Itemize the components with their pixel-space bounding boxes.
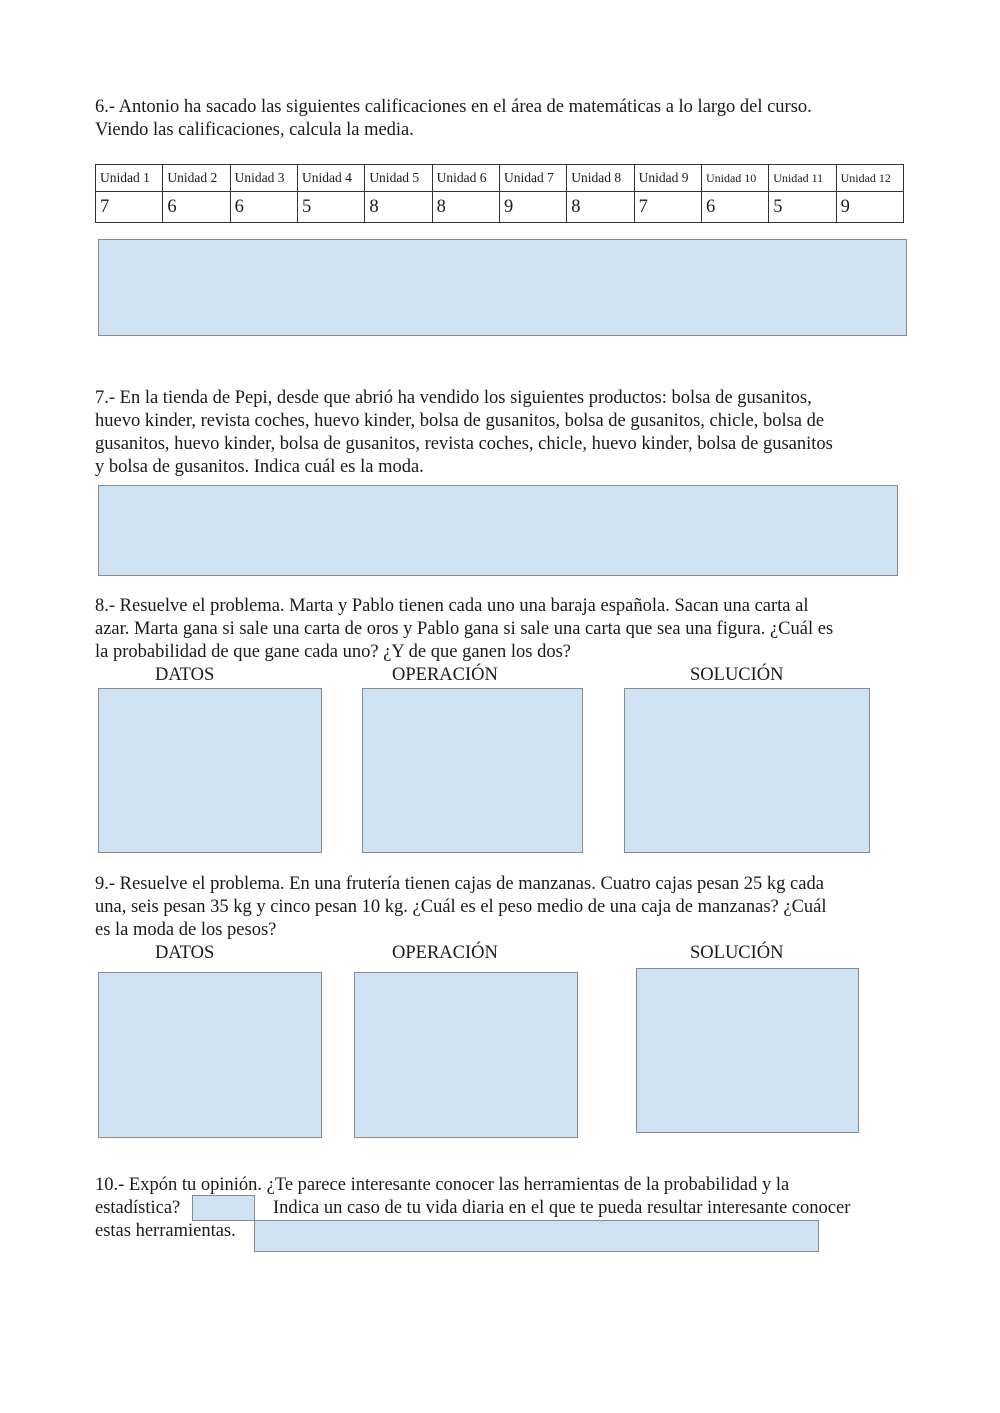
q9-solucion-label: SOLUCIÓN <box>690 943 784 963</box>
q10-opinion-input[interactable] <box>192 1195 255 1221</box>
q10-text-line-3: estas herramientas. <box>95 1221 236 1241</box>
q7-text-line-2: huevo kinder, revista coches, huevo kinder, bolsa de gusanitos, bolsa de gusanitos, chicle, bolsa de <box>95 411 825 431</box>
q8-datos-label: DATOS <box>155 665 215 685</box>
q8-operacion-box[interactable] <box>362 688 583 853</box>
grades-header-cell: Unidad 6 <box>432 165 499 192</box>
grade-cell: 6 <box>701 192 768 223</box>
q9-text-line-2: una, seis pesan 35 kg y cinco pesan 10 kg. ¿Cuál es el peso medio de una caja de manzanas? ¿Cuál <box>95 897 827 917</box>
q7-text-line-3: gusanitos, huevo kinder, bolsa de gusanitos, revista coches, chicle, huevo kinder, bolsa de gusanitos <box>95 434 833 454</box>
grades-value-row <box>96 192 904 223</box>
q8-solucion-box[interactable] <box>624 688 870 853</box>
q7-text-line-1: 7.- En la tienda de Pepi, desde que abrió ha vendido los siguientes productos: bolsa de gusanitos, <box>95 388 812 408</box>
grades-header-cell: Unidad 5 <box>365 165 432 192</box>
grade-cell: 7 <box>96 192 163 223</box>
q9-operacion-box[interactable] <box>354 972 578 1138</box>
grade-cell: 8 <box>567 192 634 223</box>
grades-header-cell: Unidad 2 <box>163 165 230 192</box>
q8-datos-box[interactable] <box>98 688 322 853</box>
q10-text-line-2a: estadística? <box>95 1198 181 1218</box>
grade-cell: 6 <box>230 192 297 223</box>
grades-table <box>95 164 904 223</box>
grades-header-cell: Unidad 12 <box>836 165 903 192</box>
q10-text-line-2b: Indica un caso de tu vida diaria en el que te pueda resultar interesante conocer <box>273 1198 851 1218</box>
grade-cell: 6 <box>163 192 230 223</box>
q7-text-line-4: y bolsa de gusanitos. Indica cuál es la moda. <box>95 457 424 477</box>
grade-cell: 7 <box>634 192 701 223</box>
grades-header-cell: Unidad 7 <box>499 165 566 192</box>
q8-solucion-label: SOLUCIÓN <box>690 665 784 685</box>
grade-cell: 9 <box>499 192 566 223</box>
q8-text-line-2: azar. Marta gana si sale una carta de oros y Pablo gana si sale una carta que sea una figura. ¿Cuál es <box>95 619 834 639</box>
grade-cell: 8 <box>432 192 499 223</box>
grade-cell: 5 <box>769 192 836 223</box>
q9-text-line-1: 9.- Resuelve el problema. En una frutería tienen cajas de manzanas. Cuatro cajas pesan 25 kg cada <box>95 874 824 894</box>
q7-answer-box[interactable] <box>98 485 898 576</box>
grades-header-cell: Unidad 1 <box>96 165 163 192</box>
q8-text-line-1: 8.- Resuelve el problema. Marta y Pablo tienen cada uno una baraja española. Sacan una carta al <box>95 596 809 616</box>
q6-text-line-1: 6.- Antonio ha sacado las siguientes calificaciones en el área de matemáticas a lo largo del curso. <box>95 97 812 117</box>
grades-header-cell: Unidad 9 <box>634 165 701 192</box>
q10-text-line-1: 10.- Expón tu opinión. ¿Te parece interesante conocer las herramientas de la probabilidad y la <box>95 1175 790 1195</box>
grade-cell: 5 <box>297 192 364 223</box>
grades-header-cell: Unidad 11 <box>769 165 836 192</box>
q8-text-line-3: la probabilidad de que gane cada uno? ¿Y de que ganen los dos? <box>95 642 572 662</box>
q10-example-input[interactable] <box>254 1220 819 1252</box>
q9-datos-box[interactable] <box>98 972 322 1138</box>
q6-text-line-2: Viendo las calificaciones, calcula la media. <box>95 120 414 140</box>
q6-answer-box[interactable] <box>98 239 907 336</box>
grades-header-cell: Unidad 4 <box>297 165 364 192</box>
grades-header-row <box>96 165 904 192</box>
q9-datos-label: DATOS <box>155 943 215 963</box>
q9-solucion-box[interactable] <box>636 968 859 1133</box>
grades-header-cell: Unidad 3 <box>230 165 297 192</box>
grade-cell: 8 <box>365 192 432 223</box>
grades-header-cell: Unidad 10 <box>701 165 768 192</box>
q8-operacion-label: OPERACIÓN <box>392 665 498 685</box>
q9-text-line-3: es la moda de los pesos? <box>95 920 277 940</box>
q9-operacion-label: OPERACIÓN <box>392 943 498 963</box>
grade-cell: 9 <box>836 192 903 223</box>
grades-header-cell: Unidad 8 <box>567 165 634 192</box>
